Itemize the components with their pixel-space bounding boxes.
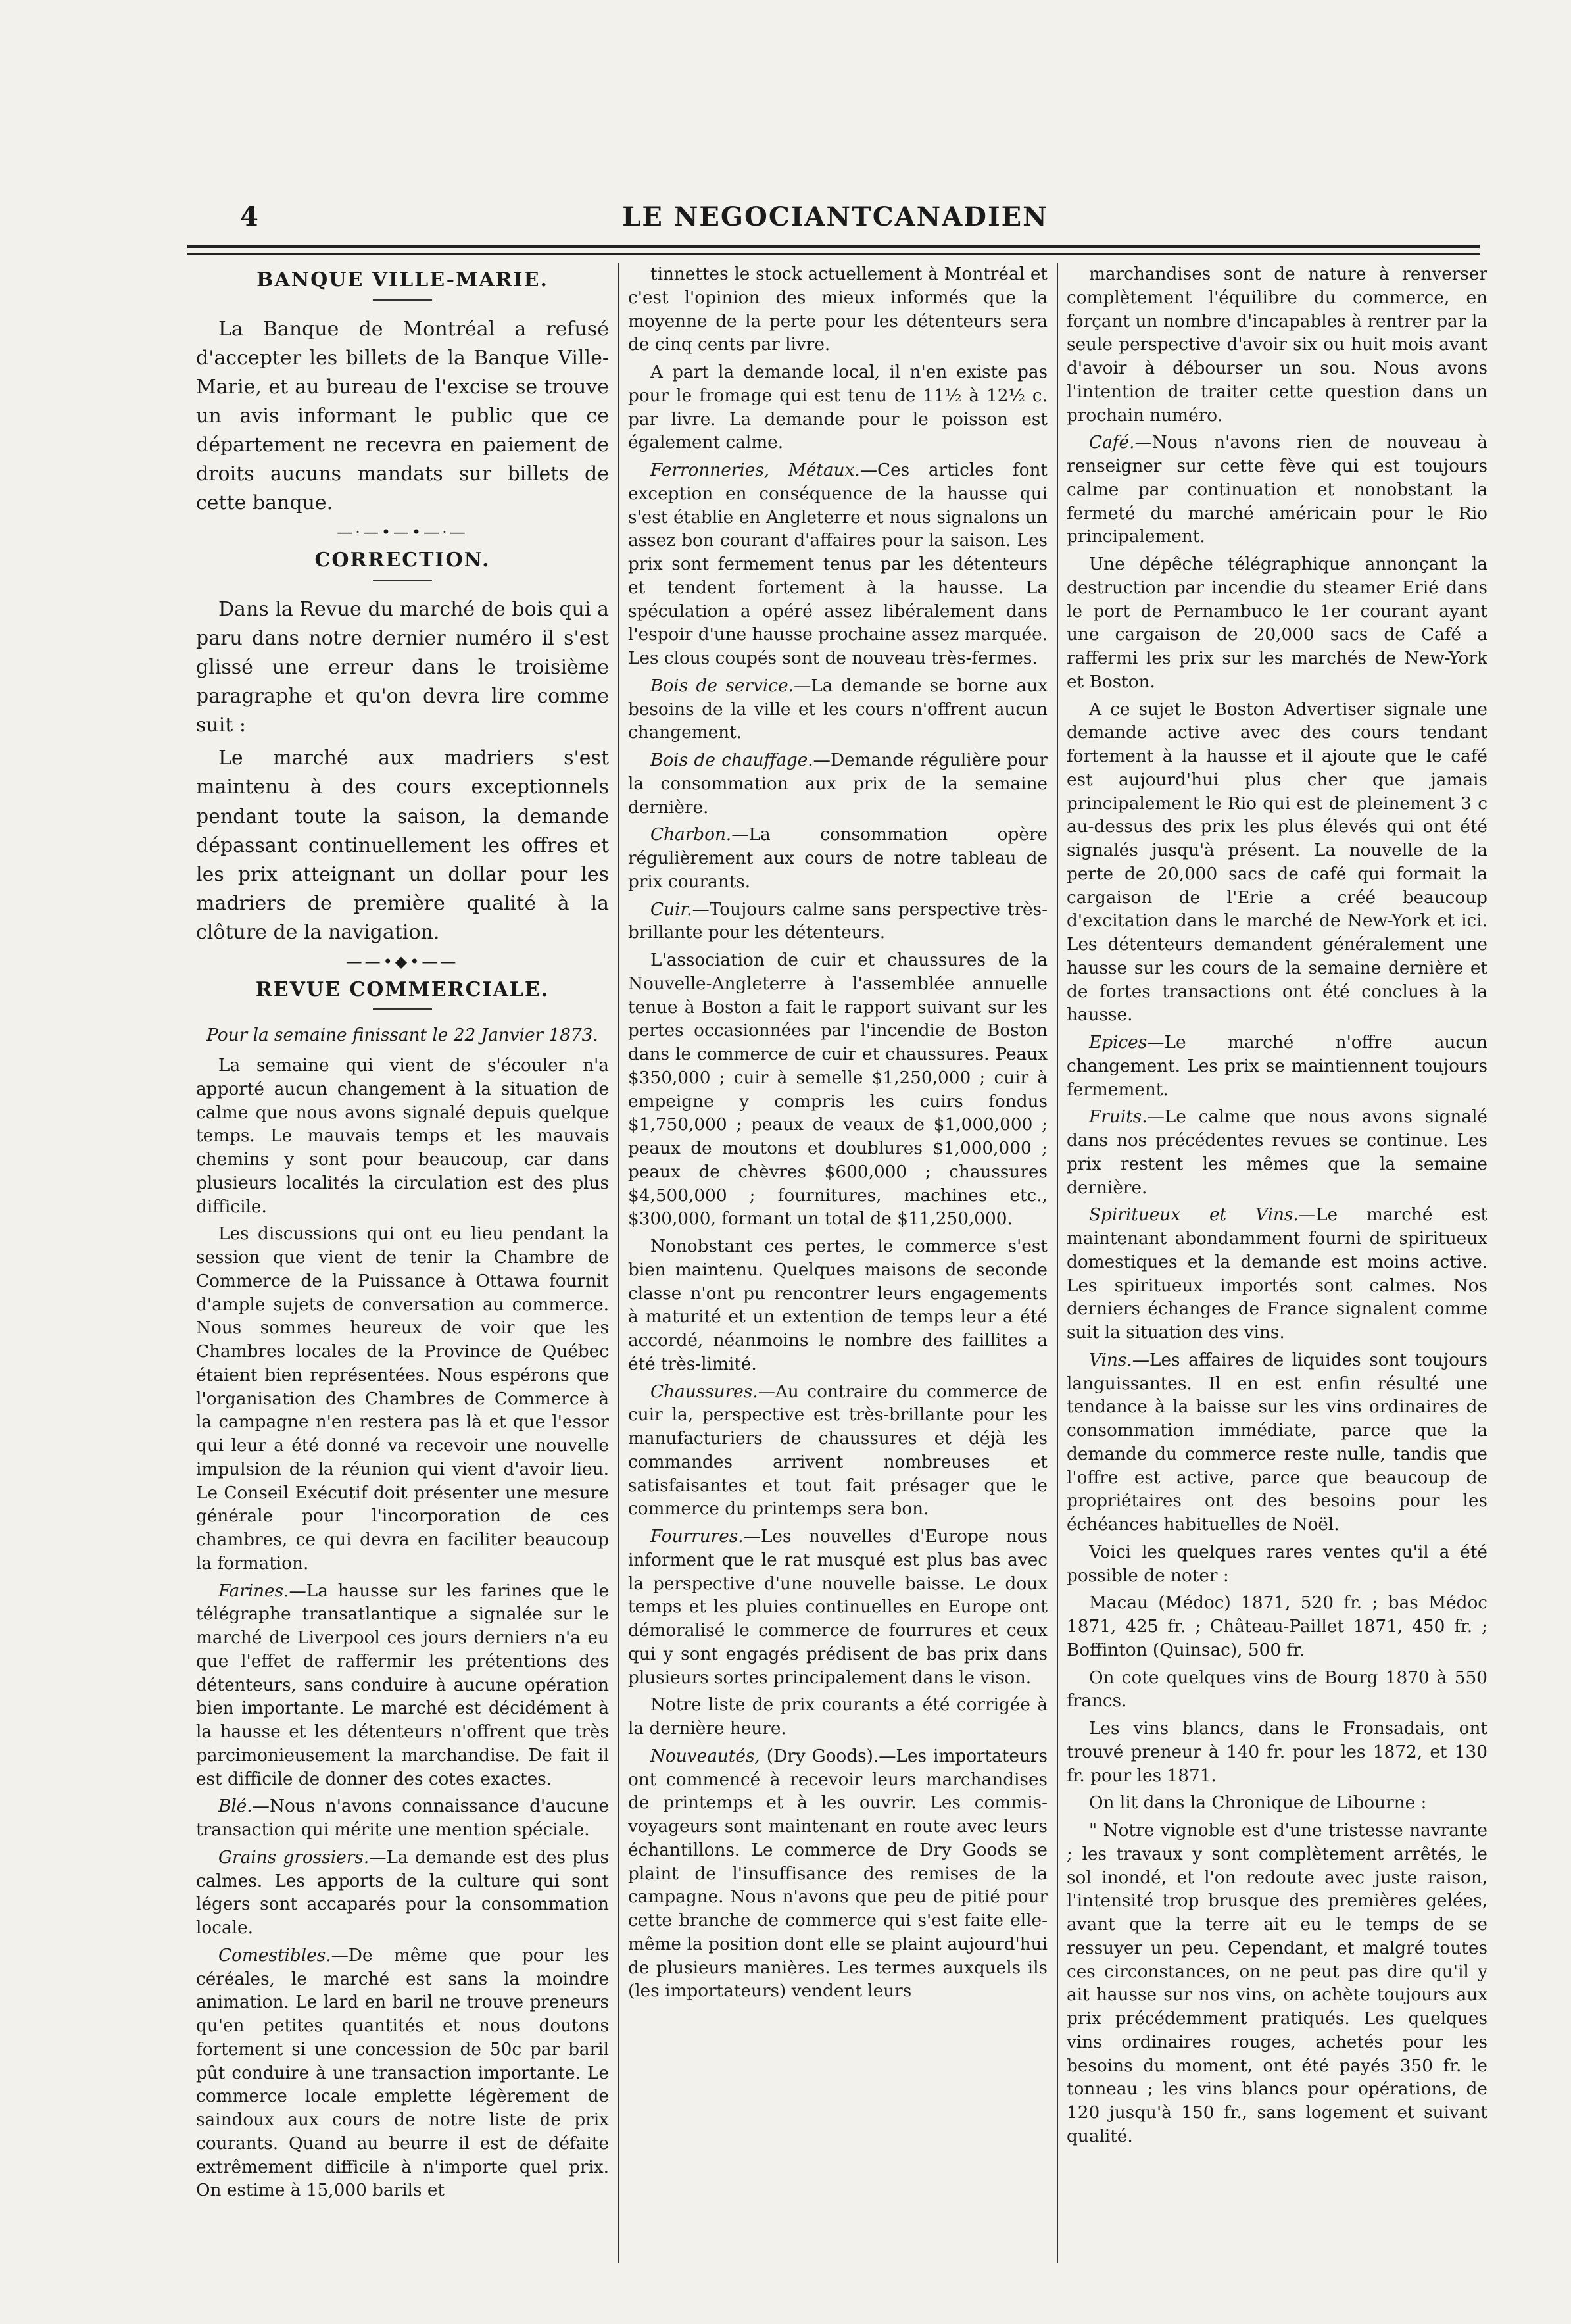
paragraph: Les vins blancs, dans le Fronsadais, ont trouvé preneur à 140 fr. pour les 1872, et 130 fr. pour les 1871. [1067, 1719, 1487, 1786]
paragraph: Notre liste de prix courants a été corrigée à la dernière heure. [628, 1695, 1048, 1739]
divider [373, 299, 432, 301]
lead-term: Vins. [1089, 1350, 1132, 1370]
section-title-banque: BANQUE VILLE-MARIE. [256, 268, 548, 291]
column-2 [628, 263, 1048, 2266]
paragraph: La Banque de Montréal a refusé d'accepter les billets de la Banque Ville-Marie, et au bureau de l'excise se trouve un avis informant le public que ce département ne recevra en paiement de droits aucuns mandats sur billets de cette banque. [196, 317, 609, 515]
lead-term: Farines. [218, 1581, 289, 1601]
lead-term: Cuir. [650, 899, 692, 920]
paragraph-text: —Le marché est maintenant abondamment fourni de spiritueux domestiques et la demande est moins active. Les spiritueux importés sont calmes. Nos derniers échanges de France signalent comme suit la situation des vins. [1067, 1205, 1487, 1343]
paragraph: On cote quelques vins de Bourg 1870 à 550 francs. [1067, 1668, 1487, 1712]
lead-term: Ferronneries, Métaux. [650, 460, 860, 480]
lead-term: Bois de chauffage. [650, 751, 813, 770]
paragraph-text: (Dry Goods).—Les importateurs ont commencé à recevoir leurs marchandises de printemps et à les ouvrir. Les commis-voyageurs sont maintenant en route avec leurs échantillons. Le commerce de Dry Goods se plaint de l'insuffisance des remises de la campagne. Nous n'avons que peu de pitié pour cette branche de commerce qui s'est faite elle-même la position dont elle se plaint aujourd'hui de plusieurs manières. Les termes auxquels ils (les importateurs) vendent leurs [628, 1746, 1048, 2002]
column-1 [196, 263, 609, 2266]
paragraph [1067, 432, 1487, 549]
lead-term: Charbon. [650, 825, 732, 845]
paragraph: A ce sujet le Boston Advertiser signale une demande active avec des cours tendant fortement à la hausse et il ajoute que le café est aujourd'hui plus cher que jamais principalement le Rio qui est de pleinement 3 c au-dessus des prix les plus élevés qui ont été signalés jusqu'à présent. La nouvelle de la perte de 20,000 sacs de café qui formait la cargaison de l'Erie a créé beaucoup d'excitation dans le marché de New-York et ici. Les détenteurs demandent généralement une hausse sur les cours de la semaine dernière et de fortes transactions ont été conclues à la hausse. [1067, 699, 1487, 1026]
paragraph: La semaine qui vient de s'écouler n'a apporté aucun changement à la situation de calme que nous avons signalé depuis quelque temps. Le mauvais temps et les mauvais chemins y sont pour beaucoup, car dans plusieurs localités la circulation est des plus difficile. [196, 1056, 609, 1217]
paragraph [196, 1944, 609, 2203]
paragraph: Les discussions qui ont eu lieu pendant la session que vient de tenir la Chambre de Commerce de la Puissance à Ottawa fournit d'ample sujets de conversation au commerce. Nous sommes heureux de voir que les Chambres locales de la Province de Québec étaient bien représentées. Nous espérons que l'organisation des Chambres de Commerce à la campagne n'en restera pas là et que l'essor qui leur a été donné va recevoir une nouvelle impulsion de la réunion qui vient d'avoir lieu. Le Conseil Exécutif doit présenter une mesure générale pour l'incorporation de ces chambres, ce qui devra en faciliter beaucoup la formation. [196, 1224, 609, 1573]
paragraph-text: —Toujours calme sans perspective très-brillante pour les détenteurs. [628, 899, 1048, 943]
section-title-correction: CORRECTION. [314, 549, 491, 572]
paragraph-text: —Les nouvelles d'Europe nous informent que le rat musqué est plus bas avec la perspective d'une nouvelle baisse. Le doux temps et les pluies continuelles en Europe ont démoralisé le commerce de fourrures et ceux qui y sont engagés prédisent de bas prix dans plusieurs sortes principalement dans le vison. [628, 1527, 1048, 1688]
paragraph [196, 1846, 609, 1941]
paragraph [196, 1580, 609, 1792]
paragraph [628, 749, 1048, 820]
column-divider [1057, 263, 1058, 2263]
paragraph-text: —Demande régulière pour la consommation aux prix de la semaine dernière. [628, 751, 1048, 818]
lead-term: Café. [1089, 433, 1135, 453]
paragraph [1067, 1204, 1487, 1345]
paragraph [1067, 1349, 1487, 1537]
ornament-divider: —·—•—•—·— [337, 523, 468, 542]
paragraph [1067, 1031, 1487, 1102]
paragraph-text: —De même que pour les céréales, le marché est sans la moindre animation. Le lard en baril ne trouve preneurs qu'en petites quantités et nous doutons fortement si une concession de 50c par baril pût conduire à une transaction importante. Le commerce locale emplette légèrement de saindoux aux cours de notre liste de prix courants. Quand au beurre il est de défaite extrêmement difficile à n'importe quel prix. On estime à 15,000 barils et [196, 1945, 609, 2201]
paragraph: Une dépêche télégraphique annonçant la destruction par incendie du steamer Erié dans le port de Pernambuco le 1er courant ayant une cargaison de 20,000 sacs de Café a raffermi les prix sur les marchés de New-York et Boston. [1067, 555, 1487, 692]
paragraph: Dans la Revue du marché de bois qui a paru dans notre dernier numéro il s'est glissé une erreur dans le troisième paragraphe et qu'on devra lire comme suit : [196, 597, 609, 737]
paragraph [196, 1795, 609, 1842]
header-rule [187, 245, 1480, 255]
lead-term: Fourrures. [650, 1527, 744, 1546]
newspaper-title: LE NEGOCIANTCANADIEN [622, 201, 1048, 232]
paragraph [628, 1381, 1048, 1522]
paragraph-text: —Le calme que nous avons signalé dans nos précédentes revues se continue. Les prix restent les mêmes que la semaine dernière. [1067, 1107, 1487, 1198]
lead-term: Grains grossiers. [218, 1847, 370, 1867]
lead-term: Spiritueux et Vins. [1089, 1205, 1299, 1225]
column-divider [618, 263, 619, 2263]
paragraph: marchandises sont de nature à renverser complètement l'équilibre du commerce, en forçant un nombre d'incapables à rentrer par la seule perspective d'avoir six ou huit mois avant d'avoir à débourser un sou. Nous avons l'intention de traiter cette question dans un prochain numéro. [1067, 264, 1487, 426]
paragraph: " Notre vignoble est d'une tristesse navrante ; les travaux y sont complètement arrêtés, le sol inondé, et l'on redoute avec juste raison, l'intensité trop brusque des premières gelées, avant que la terre ait eu le temps de se ressuyer un peu. Cependant, et malgré toutes ces circonstances, on ne peut pas dire qu'il y ait hausse sur nos vins, on achète toujours aux prix précédemment pratiqués. Les quelques vins ordinaires rouges, achetés pour les besoins du moment, ont été payés 350 fr. le tonneau ; les vins blancs pour opérations, de 120 jusqu'à 150 fr., sans logement et suivant qualité. [1067, 1821, 1487, 2146]
paragraph [628, 824, 1048, 894]
paragraph-text: —Nous n'avons rien de nouveau à renseigner sur cette fève qui est toujours calme par continuation et nonobstant la fermeté du marché américain pour le Rio principalement. [1067, 433, 1487, 547]
paragraph [628, 899, 1048, 946]
paragraph-text: —La demande est des plus calmes. Les apports de la culture qui sont légers sont accaparés pour la consommation locale. [196, 1847, 609, 1939]
lead-term: Nouveautés, [650, 1746, 760, 1766]
page-number: 4 [240, 201, 258, 232]
lead-term: Bois de service. [650, 676, 794, 696]
paragraph-text: —La consommation opère régulièrement aux cours de notre tableau de prix courants. [628, 825, 1048, 892]
paragraph [628, 459, 1048, 671]
paragraph-text: —La hausse sur les farines que le télégraphe transatlantique a signalée sur le marché de Liverpool ces jours derniers n'a eu que l'effet de raffermir les prétentions des détenteurs, sans conduire à aucune opération bien importante. Le marché est décidément à la hausse et les détenteurs n'offrent que très parcimonieusement la marchandise. De fait il est difficile de donner des cotes exactes. [196, 1581, 609, 1789]
lead-term: Fruits. [1089, 1107, 1148, 1127]
paragraph: L'association de cuir et chaussures de la Nouvelle-Angleterre à l'assemblée annuelle tenue à Boston a fait le rapport suivant sur les pertes occasionnées par l'incendie de Boston dans le commerce de cuir et chaussures. Peaux $350,000 ; cuir à semelle $1,250,000 ; cuir à empeigne y compris les cuirs fondus $1,750,000 ; peaux de veaux de $1,000,000 ; peaux de moutons et doublures $1,000,000 ; peaux de chèvres $600,000 ; chaussures $4,500,000 ; fournitures, machines etc., $300,000, formant un total de $11,250,000. [628, 951, 1048, 1229]
paragraph-text: —Les affaires de liquides sont toujours languissantes. Il en est enfin résulté une tendance à la baisse sur les vins ordinaires de consommation immédiate, parce que la demande du commerce reste nulle, tandis que l'offre est active, parce que beaucoup de propriétaires ont des besoins pour les échéances habituelles de Noël. [1067, 1350, 1487, 1535]
paragraph-text: —La demande se borne aux besoins de la ville et les cours n'offrent aucun changement. [628, 676, 1048, 743]
section-title-revue: REVUE COMMERCIALE. [255, 977, 550, 1001]
lead-term: Comestibles. [218, 1945, 331, 1966]
paragraph: Le marché aux madriers s'est maintenu à des cours exceptionnels pendant toute la saison, la demande dépassant continuellement les offres et les prix atteignant un dollar pour les madriers de première qualité à la clôture de la navigation. [196, 747, 609, 944]
paragraph: A part la demande local, il n'en existe pas pour le fromage qui est tenu de 11½ à 12½ c. par livre. La demande pour le poisson est également calme. [628, 362, 1048, 453]
paragraph: Macau (Médoc) 1871, 520 fr. ; bas Médoc 1871, 425 fr. ; Château-Paillet 1871, 450 fr. ; Boffinton (Quinsac), 500 fr. [1067, 1593, 1487, 1660]
paragraph [628, 675, 1048, 745]
page-header [181, 197, 1489, 237]
paragraph: tinnettes le stock actuellement à Montréal et c'est l'opinion des mieux informés que la moyenne de la perte pour les détenteurs sera de cinq cents par livre. [628, 264, 1048, 355]
paragraph: Nonobstant ces pertes, le commerce s'est bien maintenu. Quelques maisons de seconde classe n'ont pu rencontrer leurs engagements à maturité et un extention de temps leur a été accordé, néanmoins le nombre des faillites a été très-limité. [628, 1237, 1048, 1374]
lead-term: Epices [1089, 1033, 1148, 1052]
paragraph-text: —Nous n'avons connaissance d'aucune transaction qui mérite une mention spéciale. [196, 1796, 609, 1841]
lead-term: Blé. [218, 1796, 253, 1817]
paragraph [1067, 1106, 1487, 1200]
paragraph: On lit dans la Chronique de Libourne : [1089, 1793, 1427, 1814]
column-3 [1067, 263, 1487, 2266]
paragraph [628, 1745, 1048, 2004]
paragraph-text: —Au contraire du commerce de cuir la, perspective est très-brillante pour les manufacturiers de chaussures et déjà les commandes arrivent nombreuses et satisfaisantes et tout fait présager que le commerce du printemps sera bon. [628, 1381, 1048, 1520]
divider [373, 1008, 432, 1010]
paragraph: Voici les quelques rares ventes qu'il a été possible de noter : [1067, 1542, 1487, 1586]
paragraph-text: —Ces articles font exception en conséquence de la hausse qui s'est établie en Angleterre et nous signalons un assez bon courant d'affaires pour la saison. Les prix sont fermement tenus par les détenteurs et tendent fortement à la hausse. La spéculation a opéré assez libéralement dans l'espoir d'une hausse prochaine assez marquée. Les clous coupés sont de nouveau très-fermes. [628, 460, 1048, 668]
paragraph-text: —Le marché n'offre aucun changement. Les prix se maintiennent toujours fermement. [1067, 1033, 1487, 1100]
paragraph [628, 1525, 1048, 1690]
ornament-divider: ——•◆•—— [346, 952, 459, 971]
divider [373, 580, 432, 581]
lead-term: Chaussures. [650, 1381, 758, 1402]
dateline: Pour la semaine finissant le 22 Janvier 1873. [206, 1026, 598, 1046]
